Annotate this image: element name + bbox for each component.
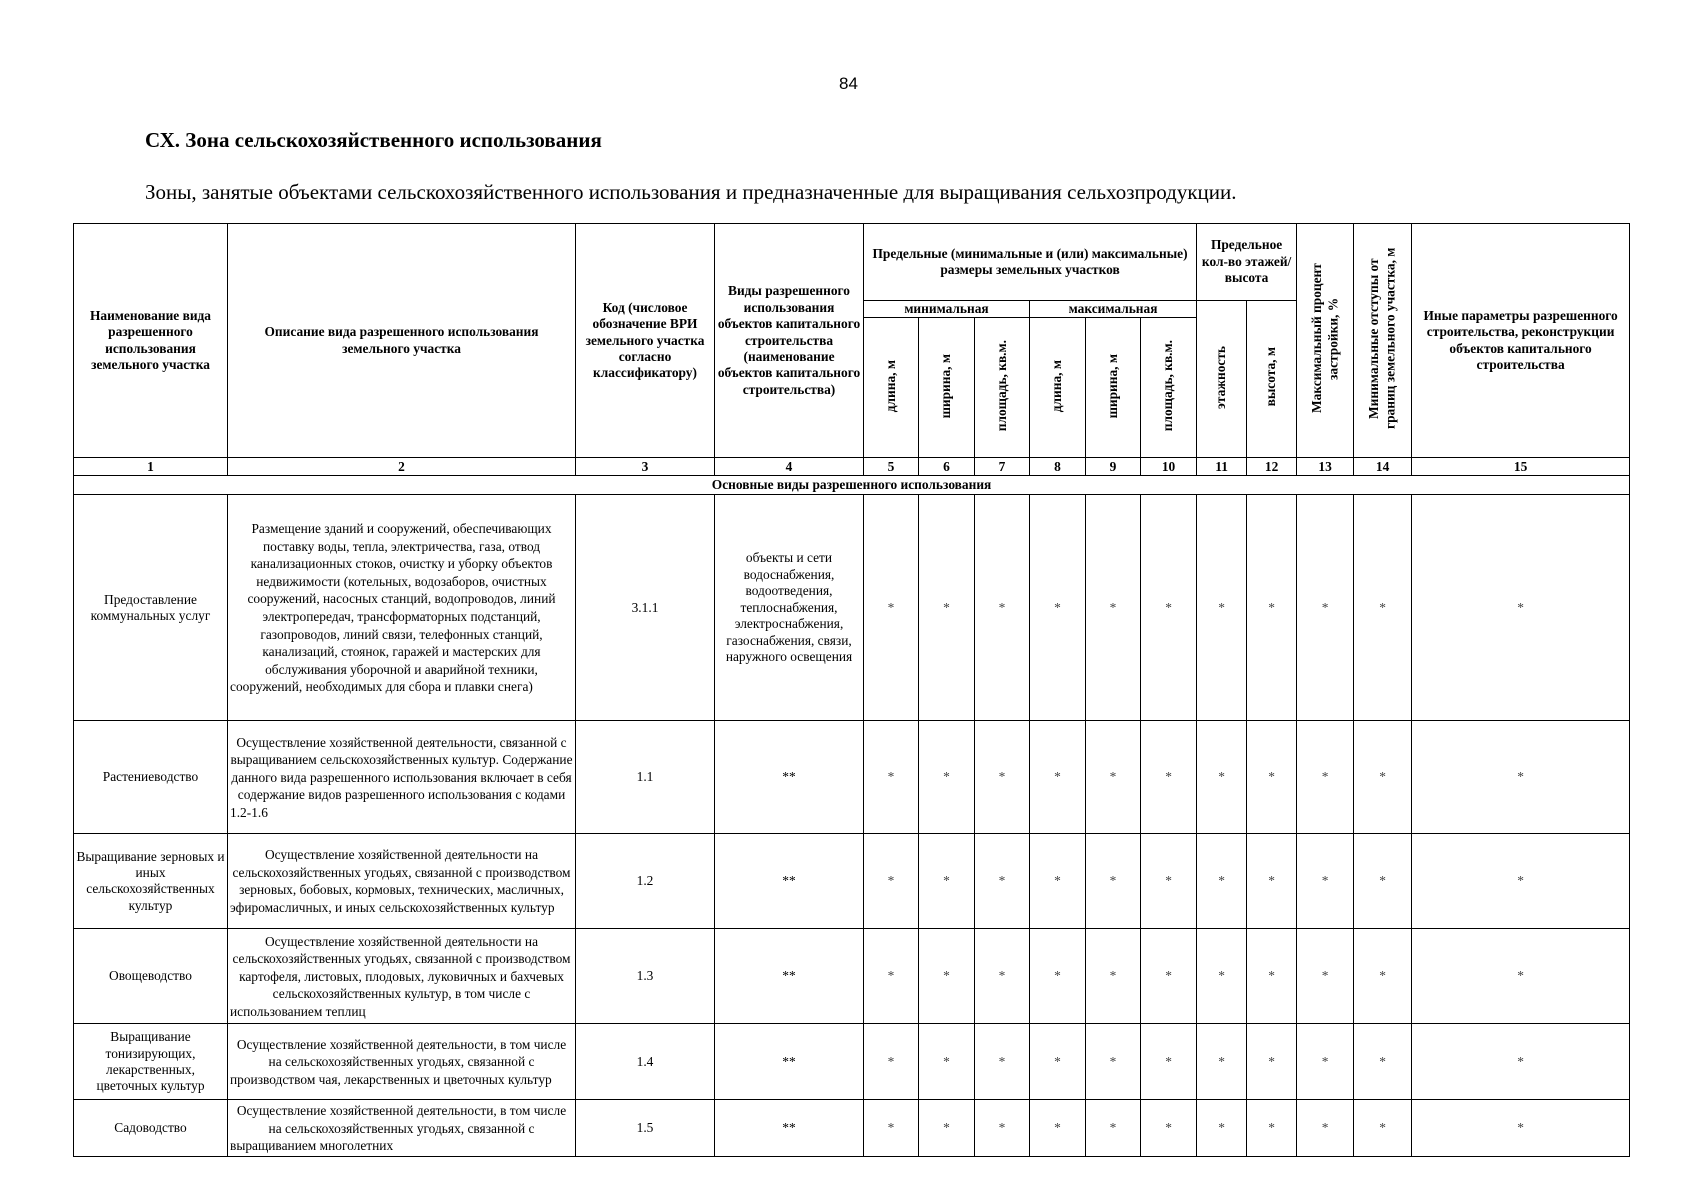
param-floors: *: [1197, 1100, 1247, 1157]
param-other: *: [1412, 721, 1630, 834]
header-floors-group: Предельное кол-во этажей/ высота: [1197, 224, 1297, 301]
param-min-length: *: [864, 495, 919, 721]
column-number: 3: [576, 458, 715, 476]
param-min-area: *: [975, 1024, 1030, 1100]
param-other: *: [1412, 1100, 1630, 1157]
column-number: 6: [919, 458, 975, 476]
use-objects: **: [715, 721, 864, 834]
header-plot-sizes: Предельные (минимальные и (или) максимальные) размеры земельных участков: [864, 224, 1197, 301]
param-floors: *: [1197, 721, 1247, 834]
param-height: *: [1247, 1024, 1297, 1100]
param-min-length: *: [864, 1100, 919, 1157]
column-number: 4: [715, 458, 864, 476]
use-name: Предоставление коммунальных услуг: [74, 495, 228, 721]
section-label: Основные виды разрешенного использования: [74, 476, 1630, 495]
use-code: 3.1.1: [576, 495, 715, 721]
table-row: [74, 721, 1630, 834]
use-description: Осуществление хозяйственной деятельности на сельскохозяйственных угодьях, связанной с производством зерновых, бобовых, кормовых, технических, масличных, эфиромасличных, и иных сельскохозяйственных культур: [228, 834, 576, 929]
table-row: [74, 1024, 1630, 1100]
header-max-length: длина, м: [1030, 318, 1086, 458]
header-height: высота, м: [1247, 301, 1297, 458]
param-max-percent: *: [1297, 721, 1354, 834]
use-name: Овощеводство: [74, 929, 228, 1024]
param-min-setbacks: *: [1354, 1100, 1412, 1157]
param-max-width: *: [1086, 834, 1141, 929]
param-max-length: *: [1030, 1100, 1086, 1157]
header-objects: Виды разрешенного использования объектов капитального строительства (наименование объектов капитального строительства): [715, 224, 864, 458]
header-minimum: минимальная: [864, 301, 1030, 318]
param-min-area: *: [975, 721, 1030, 834]
use-objects: **: [715, 1100, 864, 1157]
header-other-params: Иные параметры разрешенного строительства, реконструкции объектов капитального строительства: [1412, 224, 1630, 458]
header-max-area: площадь, кв.м.: [1141, 318, 1197, 458]
param-floors: *: [1197, 1024, 1247, 1100]
param-min-setbacks: *: [1354, 721, 1412, 834]
header-max-percent: Максимальный процент застройки, %: [1297, 224, 1354, 458]
column-numbers-row: [74, 458, 1630, 476]
param-max-length: *: [1030, 929, 1086, 1024]
header-min-width: ширина, м: [919, 318, 975, 458]
param-min-length: *: [864, 1024, 919, 1100]
column-number: 15: [1412, 458, 1630, 476]
header-min-area: площадь, кв.м.: [975, 318, 1030, 458]
param-max-percent: *: [1297, 929, 1354, 1024]
param-min-width: *: [919, 929, 975, 1024]
param-max-percent: *: [1297, 1024, 1354, 1100]
param-min-length: *: [864, 834, 919, 929]
param-max-length: *: [1030, 1024, 1086, 1100]
use-name: Растениеводство: [74, 721, 228, 834]
header-min-length: длина, м: [864, 318, 919, 458]
param-min-setbacks: *: [1354, 1024, 1412, 1100]
zoning-table: [73, 223, 1630, 1157]
param-max-length: *: [1030, 721, 1086, 834]
param-max-percent: *: [1297, 1100, 1354, 1157]
param-min-setbacks: *: [1354, 495, 1412, 721]
table-row: [74, 1100, 1630, 1157]
param-min-setbacks: *: [1354, 834, 1412, 929]
column-number: 10: [1141, 458, 1197, 476]
column-number: 9: [1086, 458, 1141, 476]
param-max-length: *: [1030, 834, 1086, 929]
use-objects: **: [715, 1024, 864, 1100]
param-max-area: *: [1141, 721, 1197, 834]
param-min-width: *: [919, 834, 975, 929]
param-floors: *: [1197, 929, 1247, 1024]
use-name: Выращивание зерновых и иных сельскохозяйственных культур: [74, 834, 228, 929]
use-description: Размещение зданий и сооружений, обеспечивающих поставку воды, тепла, электричества, газа, отвод канализационных стоков, очистку и уборку объектов недвижимости (котельных, водозаборов, очистных сооружений, насосных станций, водопроводов, линий электропередач, трансформаторных подстанций, газопроводов, линий связи, телефонных станций, канализаций, стоянок, гаражей и мастерских для обслуживания уборочной и аварийной техники, сооружений, необходимых для сбора и плавки снега): [228, 495, 576, 721]
param-height: *: [1247, 495, 1297, 721]
table-row: [74, 495, 1630, 721]
param-min-area: *: [975, 1100, 1030, 1157]
header-maximum: максимальная: [1030, 301, 1197, 318]
param-floors: *: [1197, 495, 1247, 721]
use-objects: объекты и сети водоснабжения, водоотведения, теплоснабжения, электроснабжения, газоснабжения, связи, наружного освещения: [715, 495, 864, 721]
use-objects: **: [715, 834, 864, 929]
param-height: *: [1247, 834, 1297, 929]
param-max-area: *: [1141, 1100, 1197, 1157]
param-max-area: *: [1141, 929, 1197, 1024]
param-max-width: *: [1086, 1024, 1141, 1100]
param-max-width: *: [1086, 721, 1141, 834]
use-description: Осуществление хозяйственной деятельности, в том числе на сельскохозяйственных угодьях, связанной с производством чая, лекарственных и цветочных культур: [228, 1024, 576, 1100]
param-other: *: [1412, 929, 1630, 1024]
column-number: 1: [74, 458, 228, 476]
section-title: СХ. Зона сельскохозяйственного использования: [145, 128, 602, 152]
use-code: 1.1: [576, 721, 715, 834]
param-height: *: [1247, 1100, 1297, 1157]
param-other: *: [1412, 495, 1630, 721]
table-row: [74, 929, 1630, 1024]
use-code: 1.3: [576, 929, 715, 1024]
use-name: Выращивание тонизирующих, лекарственных, цветочных культур: [74, 1024, 228, 1100]
param-min-area: *: [975, 834, 1030, 929]
param-max-area: *: [1141, 495, 1197, 721]
column-number: 2: [228, 458, 576, 476]
param-min-width: *: [919, 721, 975, 834]
use-name: Садоводство: [74, 1100, 228, 1157]
param-other: *: [1412, 1024, 1630, 1100]
column-number: 5: [864, 458, 919, 476]
column-number: 11: [1197, 458, 1247, 476]
use-description: Осуществление хозяйственной деятельности на сельскохозяйственных угодьях, связанной с производством картофеля, листовых, плодовых, луковичных и бахчевых сельскохозяйственных культур, в том числе с использованием теплиц: [228, 929, 576, 1024]
column-number: 12: [1247, 458, 1297, 476]
section-subtitle: Зоны, занятые объектами сельскохозяйственного использования и предназначенные для выращивания сельхозпродукции.: [145, 180, 1237, 204]
use-code: 1.4: [576, 1024, 715, 1100]
param-max-percent: *: [1297, 834, 1354, 929]
use-code: 1.2: [576, 834, 715, 929]
param-max-width: *: [1086, 495, 1141, 721]
param-max-percent: *: [1297, 495, 1354, 721]
param-height: *: [1247, 721, 1297, 834]
param-max-area: *: [1141, 834, 1197, 929]
header-code: Код (числовое обозначение ВРИ земельного участка согласно классификатору): [576, 224, 715, 458]
param-min-width: *: [919, 1024, 975, 1100]
column-number: 14: [1354, 458, 1412, 476]
param-min-length: *: [864, 721, 919, 834]
use-code: 1.5: [576, 1100, 715, 1157]
param-max-width: *: [1086, 929, 1141, 1024]
header-floors: этажность: [1197, 301, 1247, 458]
use-description: Осуществление хозяйственной деятельности, в том числе на сельскохозяйственных угодьях, связанной с выращиванием многолетних: [228, 1100, 576, 1157]
header-name: Наименование вида разрешенного использования земельного участка: [74, 224, 228, 458]
header-max-width: ширина, м: [1086, 318, 1141, 458]
header-min-setbacks: Минимальные отступы от границ земельного участка, м: [1354, 224, 1412, 458]
param-floors: *: [1197, 834, 1247, 929]
param-min-width: *: [919, 495, 975, 721]
param-min-setbacks: *: [1354, 929, 1412, 1024]
table-row: [74, 834, 1630, 929]
param-min-width: *: [919, 1100, 975, 1157]
page-number: 84: [839, 74, 858, 93]
column-number: 8: [1030, 458, 1086, 476]
param-height: *: [1247, 929, 1297, 1024]
param-min-area: *: [975, 929, 1030, 1024]
column-number: 7: [975, 458, 1030, 476]
column-number: 13: [1297, 458, 1354, 476]
param-min-length: *: [864, 929, 919, 1024]
param-other: *: [1412, 834, 1630, 929]
header-description: Описание вида разрешенного использования земельного участка: [228, 224, 576, 458]
use-objects: **: [715, 929, 864, 1024]
param-max-width: *: [1086, 1100, 1141, 1157]
param-max-area: *: [1141, 1024, 1197, 1100]
param-max-length: *: [1030, 495, 1086, 721]
use-description: Осуществление хозяйственной деятельности, связанной с выращиванием сельскохозяйственных культур. Содержание данного вида разрешенного использования включает в себя содержание видов разрешенного использования с кодами 1.2-1.6: [228, 721, 576, 834]
param-min-area: *: [975, 495, 1030, 721]
